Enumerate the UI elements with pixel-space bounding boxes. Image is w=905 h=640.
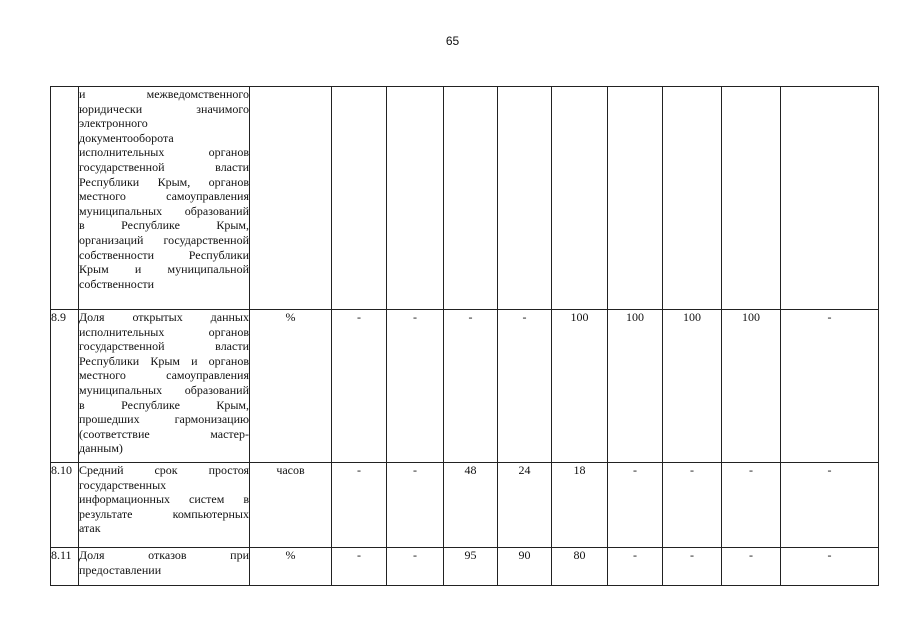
indicator-name-line: данным) [79,441,123,456]
indicator-name-line: юридически значимого [79,101,249,116]
indicator-name-line: собственности Республики [79,247,249,262]
value-cell: 100 [722,310,781,463]
indicator-name-line: Республики Крым и органов [79,353,249,368]
table-row [51,310,879,463]
indicator-name [79,548,250,586]
value-cell [663,87,722,310]
indicator-name-line: информационных систем в [79,492,249,507]
value-cell: - [781,310,879,463]
value-cell: - [332,463,387,548]
indicator-name-line: организаций государственной [79,232,249,247]
row-number: 8.10 [51,463,79,548]
indicator-name-line: (соответствие мастер- [79,426,249,441]
indicator-name-line: местного самоуправления [79,189,249,204]
indicator-name-line: муниципальных образований [79,203,249,218]
unit-cell [250,87,332,310]
page-number: 65 [445,34,460,48]
value-cell: 100 [663,310,722,463]
value-cell: - [663,548,722,586]
indicator-name-line: исполнительных органов [79,145,249,160]
value-cell: 18 [552,463,608,548]
table-row [51,463,879,548]
value-cell [608,87,663,310]
indicator-name [79,87,250,310]
value-cell [552,87,608,310]
value-cell: 95 [444,548,498,586]
indicator-name-line: Республики Крым, органов [79,174,249,189]
value-cell [781,87,879,310]
indicator-name [79,463,250,548]
value-cell: 90 [498,548,552,586]
value-cell [332,87,387,310]
indicator-name-line: Крым и муниципальной [79,262,249,277]
indicator-name-line: исполнительных органов [79,324,249,339]
indicator-name-line: атак [79,521,101,536]
indicator-name [79,310,250,463]
indicator-name-line: документооборота [79,130,174,145]
row-number: 8.11 [51,548,79,586]
value-cell: - [608,548,663,586]
indicator-name-line: в Республике Крым, [79,218,249,233]
indicator-name-line: муниципальных образований [79,382,249,397]
value-cell: 100 [608,310,663,463]
indicator-name-line: государственных [79,477,167,492]
value-cell: - [332,548,387,586]
value-cell: - [781,463,879,548]
value-cell [387,87,444,310]
value-cell: - [663,463,722,548]
value-cell [722,87,781,310]
indicator-name-line: Доля отказов при [79,548,249,562]
indicator-name-line: предоставлении [79,562,162,577]
indicator-name-line: собственности [79,276,155,291]
value-cell: 80 [552,548,608,586]
value-cell [444,87,498,310]
value-cell: - [722,463,781,548]
value-cell: - [387,310,444,463]
unit-cell: % [250,548,332,586]
value-cell: 48 [444,463,498,548]
value-cell: 24 [498,463,552,548]
indicator-name-line: Средний срок простоя [79,463,249,477]
indicator-name-line: результате компьютерных [79,506,249,521]
value-cell: - [444,310,498,463]
indicator-name-line: прошедших гармонизацию [79,412,249,427]
indicator-name-line: государственной власти [79,339,249,354]
value-cell: - [608,463,663,548]
row-number: 8.9 [51,310,79,463]
indicator-name-line: Доля открытых данных [79,310,249,324]
indicator-name-line: и межведомственного [79,87,249,101]
value-cell: - [722,548,781,586]
indicator-name-line: в Республике Крым, [79,397,249,412]
indicator-name-line: местного самоуправления [79,368,249,383]
value-cell: - [387,463,444,548]
value-cell [498,87,552,310]
value-cell: 100 [552,310,608,463]
table-row [51,548,879,586]
table-row [51,87,879,310]
indicator-name-line: государственной власти [79,159,249,174]
value-cell: - [781,548,879,586]
value-cell: - [332,310,387,463]
unit-cell: % [250,310,332,463]
value-cell: - [387,548,444,586]
unit-cell: часов [250,463,332,548]
indicator-name-line: электронного [79,116,148,131]
value-cell: - [498,310,552,463]
row-number [51,87,79,310]
indicator-table [50,86,879,586]
